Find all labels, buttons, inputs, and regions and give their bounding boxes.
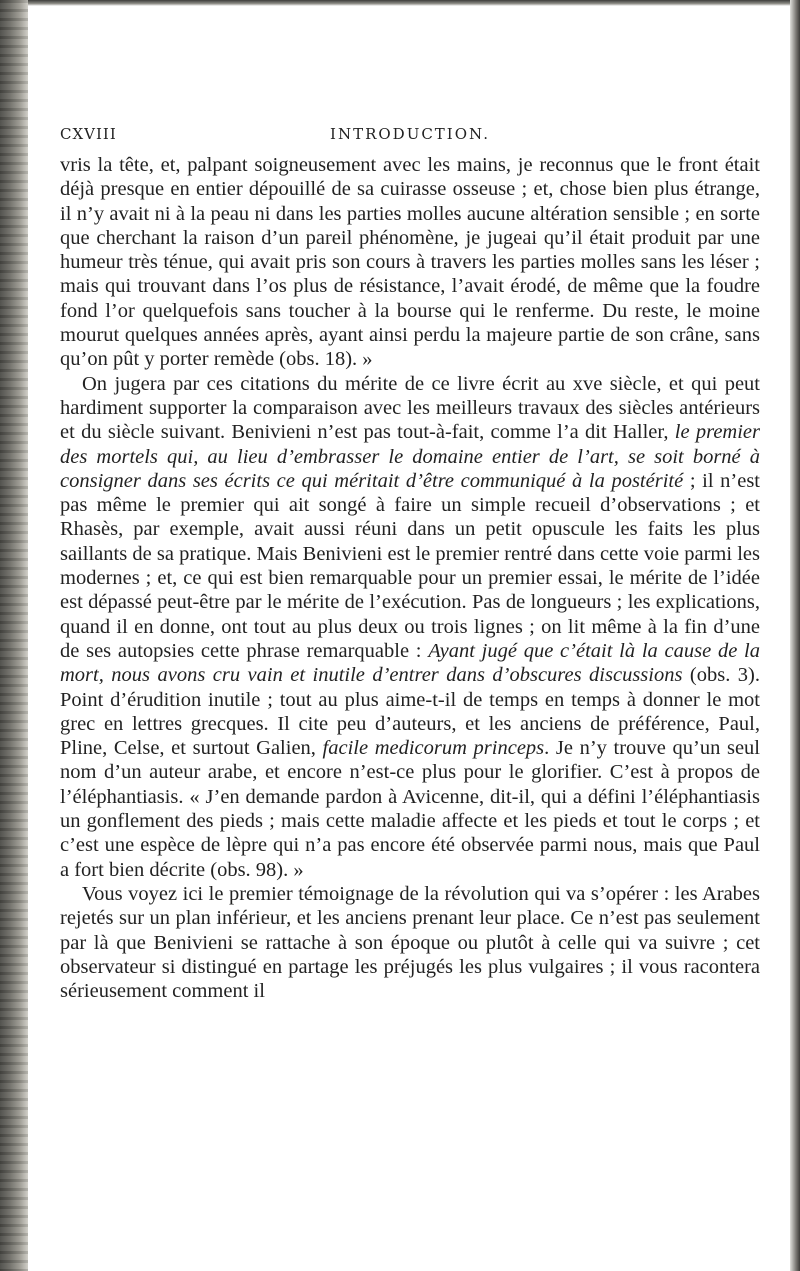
italic-quote-galien: facile medicorum princeps [322,737,545,760]
book-page [60,125,760,1003]
text-segment: (obs. 3). Point d’érudition inutile ; tout au plus aime-t-il de temps en temps à donner le mot grec en lettres grecques. Il cite peu d’auteurs, et les anciens de préférence, Paul, Pline, Celse, et surtout Galien, [60,664,760,760]
page-header [60,125,760,153]
italic-quote-autopsy: Ayant jugé que c’était là la cause de la mort, nous avons cru vain et inutile d’entrer dans d’obscures discussions [60,639,760,687]
text-segment: On jugera par ces citations du mérite de ce livre écrit au xve siècle, et qui peut hardiment supporter la comparaison avec les meilleurs travaux des siècles antérieurs et du siècle suivant. Benivieni n’est pas tout-à-fait, comme l’a dit Haller, [60,372,760,444]
body-text [60,153,760,1003]
text-segment: ; il n’est pas même le premier qui ait songé à faire un simple recueil d’observations ; et Rhasès, par exemple, avait aussi réuni dans un petit opuscule les faits les plus saillants de sa pratique. Mais Benivieni est le premier rentré dans cette voie parmi les modernes ; et, ce qui est bien remarquable pour un premier essai, le mérite de l’idée est dépassé peut-être par le mérite de l’exécution. Pas de longueurs ; les explications, quand il en donne, ont tout au plus deux ou trois lignes ; on lit même à la fin d’une de ses autopsies cette phrase remarquable : [60,469,761,662]
text-segment: Vous voyez ici le premier témoignage de la révolution qui va s’opérer : les Arabes rejetés sur un plan inférieur, et les anciens prenant leur place. Ce n’est pas seulement par là que Benivieni se rattache à son époque ou plutôt à celle qui va suivre ; cet observateur si distingué en partage les préjugés les plus vulgaires ; il vous racontera sérieusement comment il [60,882,760,1003]
paragraph-revolution [60,882,760,1003]
paragraph-critique [60,372,760,882]
page-top-shadow [28,0,800,6]
text-segment: vris la tête, et, palpant soigneusement avec les mains, je reconnus que le front était déjà presque en entier dépouillé de sa cuirasse osseuse ; et, chose bien plus étrange, il n’y avait ni à la peau ni dans les parties molles aucune altération sensible ; en sorte que cherchant la raison d’un pareil phénomène, je jugeai qu’il était produit par une humeur très ténue, qui avait pris son cours à travers les parties molles sans les léser ; mais qui trouvant dans l’os plus de résistance, l’avait érodé, de même que la foudre fond l’or quelquefois sans toucher à la bourse qui le renferme. Du reste, le moine mourut quelques années après, ayant ainsi perdu la majeure partie de son crâne, sans qu’on pût y porter remède (obs. 18). » [60,154,760,371]
text-segment: . Je n’y trouve qu’un seul nom d’un auteur arabe, et encore n’est-ce plus pour le glorifier. C’est à propos de l’éléphantiasis. « J’en demande pardon à Avicenne, dit-il, qui a défini l’éléphantiasis un gonflement des pieds ; mais cette maladie affecte et les pieds et tout le corps ; et c’est une espèce de lèpre qui n’a pas encore été observée parmi nous, mais que Paul a fort bien décrite (obs. 98). » [60,737,760,881]
page-right-edge [790,0,800,1271]
binding-texture [0,0,28,1271]
page-number: CXVIII [60,125,117,143]
running-head: INTRODUCTION. [330,125,490,143]
italic-quote-haller: le premier des mortels qui, au lieu d’embrasser le domaine entier de l’art, se soit borné à consigner dans ses écrits ce qui méritait d’être communiqué à la postérité [60,421,760,492]
paragraph-continuation [60,153,760,372]
